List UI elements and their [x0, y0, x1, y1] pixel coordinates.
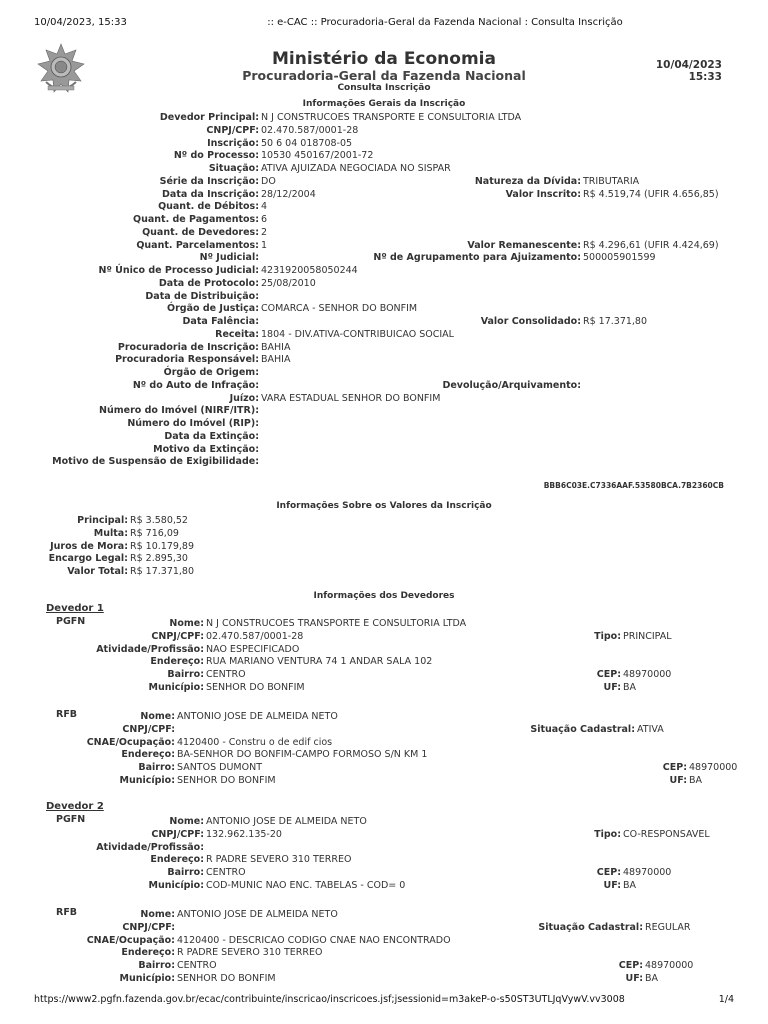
value-field-value: R$ 10.179,89 [130, 540, 195, 552]
general-field-value: 1 [261, 239, 268, 251]
general-field-value: 4 [261, 201, 268, 213]
value-field-label: Multa: [93, 527, 128, 539]
pgfn-field-value: 132.962.135-20 [206, 828, 282, 840]
rfb-field-label: CNAE/Ocupação: [86, 736, 175, 748]
pgfn-field-value: ANTONIO JOSE DE ALMEIDA NETO [206, 816, 367, 827]
auth-hash: BBB6C03E.C7336AAF.53580BCA.7B2360CB [543, 481, 724, 490]
pgfn-field-right-label: UF: [603, 879, 621, 891]
pgfn-field-right-label: CEP: [596, 669, 621, 680]
pgfn-field-right-value: BA [623, 879, 637, 891]
general-field-label: Série da Inscrição: [159, 175, 259, 187]
general-field-value: 25/08/2010 [261, 277, 316, 289]
rfb-field-right-label: UF: [669, 774, 687, 786]
pgfn-field-value: NAO ESPECIFICADO [206, 643, 300, 655]
general-field-label: Órgão de Justiça: [167, 303, 259, 315]
pgfn-field-label: Atividade/Profissão: [96, 841, 204, 853]
rfb-field-right-value: BA [689, 774, 703, 786]
pgfn-field-right-label: Tipo: [594, 828, 621, 840]
rfb-field-right-label: CEP: [618, 960, 643, 971]
general-field-label: Data de Distribuição: [145, 290, 259, 302]
general-field-label: Nº do Processo: [173, 150, 259, 162]
general-field-right-value: 500005901599 [583, 252, 656, 264]
rfb-field-value: ANTONIO JOSE DE ALMEIDA NETO [177, 711, 338, 722]
pgfn-field-label: Atividade/Profissão: [96, 643, 204, 655]
general-field-label: Motivo da Extinção: [153, 443, 259, 455]
general-field-value: N J CONSTRUCOES TRANSPORTE E CONSULTORIA LTDA [261, 112, 522, 123]
rfb-field-value: BA-SENHOR DO BONFIM-CAMPO FORMOSO S/N KM 1 [177, 749, 428, 761]
rfb-field-value: ANTONIO JOSE DE ALMEIDA NETO [177, 909, 338, 920]
rfb-field-label: Nome: [140, 711, 175, 722]
section-title-debtors: Informações dos Devedores [313, 591, 455, 601]
pgfn-title: Procuradoria-Geral da Fazenda Nacional [242, 68, 526, 83]
general-field-label: CNPJ/CPF: [206, 124, 259, 136]
pgfn-source-tag: PGFN [56, 616, 86, 627]
pgfn-field-value: CENTRO [206, 867, 246, 878]
pgfn-field-label: CNPJ/CPF: [151, 828, 204, 840]
general-field-value: 4231920058050244 [261, 265, 358, 276]
rfb-field-right-label: CEP: [662, 762, 687, 773]
general-field-label: Data da Extinção: [164, 430, 259, 442]
rfb-field-label: Endereço: [121, 947, 175, 959]
rfb-field-value: SENHOR DO BONFIM [177, 774, 276, 786]
general-field-value: ATIVA AJUIZADA NEGOCIADA NO SISPAR [261, 163, 451, 174]
print-datetime: 10/04/2023, 15:33 [34, 17, 127, 28]
rfb-field-right-value: ATIVA [637, 723, 664, 735]
rfb-field-value: 4120400 - Constru o de edif cios [177, 736, 333, 748]
pgfn-field-label: Bairro: [167, 669, 204, 680]
rfb-field-right-value: 48970000 [689, 762, 738, 773]
rfb-field-value: SANTOS DUMONT [177, 762, 262, 773]
general-field-label: Número do Imóvel (RIP): [127, 418, 259, 429]
pgfn-field-right-value: 48970000 [623, 669, 672, 680]
general-field-label: Inscrição: [207, 137, 259, 149]
pgfn-field-value: RUA MARIANO VENTURA 74 1 ANDAR SALA 102 [206, 656, 433, 668]
pgfn-field-value: R PADRE SEVERO 310 TERREO [206, 854, 352, 866]
general-field-label: Data da Inscrição: [162, 188, 259, 200]
general-field-right-label: Valor Remanescente: [467, 239, 581, 251]
rfb-field-value: CENTRO [177, 960, 217, 971]
print-url: https://www2.pgfn.fazenda.gov.br/ecac/contribuinte/inscricao/inscricoes.jsf;jsessionid=m3akeP-o-s50ST3UTLJqVywV.vv3008 [34, 994, 625, 1005]
header-date: 10/04/2023 [655, 59, 722, 71]
rfb-field-label: Nome: [140, 909, 175, 920]
general-field-value: BAHIA [261, 354, 291, 366]
rfb-field-right-label: UF: [625, 972, 643, 984]
general-field-label: Nº do Auto de Infração: [132, 379, 259, 391]
rfb-source-tag: RFB [56, 907, 78, 918]
general-field-value: VARA ESTADUAL SENHOR DO BONFIM [261, 392, 441, 404]
rfb-field-right-value: BA [645, 972, 659, 984]
pgfn-field-label: Nome: [169, 816, 204, 827]
value-field-value: R$ 716,09 [130, 527, 179, 539]
value-field-label: Encargo Legal: [48, 553, 128, 565]
rfb-field-label: CNPJ/CPF: [122, 723, 175, 735]
value-field-value: R$ 17.371,80 [130, 566, 195, 577]
rfb-field-right-label: Situação Cadastral: [530, 723, 635, 735]
general-field-value: 10530 450167/2001-72 [261, 150, 374, 162]
rfb-field-label: CNAE/Ocupação: [86, 934, 175, 946]
general-field-label: Procuradoria de Inscrição: [117, 341, 259, 353]
pgfn-field-label: Nome: [169, 618, 204, 629]
general-field-value: 6 [261, 214, 268, 225]
general-field-label: Data Falência: [182, 316, 259, 327]
section-title-general: Informações Gerais da Inscrição [302, 99, 466, 109]
general-field-right-label: Valor Consolidado: [480, 316, 581, 327]
value-field-label: Valor Total: [67, 566, 128, 577]
general-field-right-label: Devolução/Arquivamento: [442, 379, 581, 391]
general-field-right-label: Nº de Agrupamento para Ajuizamento: [373, 252, 581, 264]
pgfn-field-label: Bairro: [167, 867, 204, 878]
general-field-label: Quant. de Pagamentos: [133, 214, 259, 225]
general-field-label: Juízo: [229, 392, 259, 404]
general-field-value: 02.470.587/0001-28 [261, 124, 359, 136]
rfb-field-value: SENHOR DO BONFIM [177, 972, 276, 984]
general-field-label: Quant. de Débitos: [158, 201, 259, 213]
rfb-field-right-value: REGULAR [645, 921, 691, 933]
pgfn-field-right-label: Tipo: [594, 630, 621, 642]
general-field-label: Data de Protocolo: [158, 277, 259, 289]
general-field-value: 28/12/2004 [261, 188, 316, 200]
rfb-field-label: Bairro: [138, 960, 175, 971]
general-field-value: 1804 - DIV.ATIVA-CONTRIBUICAO SOCIAL [261, 328, 454, 340]
general-field-label: Procuradoria Responsável: [115, 354, 259, 366]
pgfn-field-label: Endereço: [150, 854, 204, 866]
general-field-label: Quant. Parcelamentos: [136, 239, 259, 251]
pgfn-field-right-value: CO-RESPONSAVEL [623, 828, 710, 840]
general-field-right-value: R$ 4.519,74 (UFIR 4.656,85) [583, 188, 719, 200]
pgfn-field-value: SENHOR DO BONFIM [206, 681, 305, 693]
ministry-title: Ministério da Economia [272, 49, 496, 69]
pgfn-field-right-value: BA [623, 681, 637, 693]
rfb-field-label: CNPJ/CPF: [122, 921, 175, 933]
general-field-value: 50 6 04 018708-05 [261, 137, 353, 149]
rfb-field-right-value: 48970000 [645, 960, 694, 971]
header-time: 15:33 [688, 71, 722, 83]
pgfn-field-label: Município: [148, 879, 204, 891]
general-field-value: DO [261, 175, 276, 187]
pgfn-field-right-value: 48970000 [623, 867, 672, 878]
pgfn-field-label: Município: [148, 681, 204, 693]
rfb-field-label: Bairro: [138, 762, 175, 773]
pgfn-field-right-value: PRINCIPAL [623, 630, 672, 642]
rfb-field-label: Endereço: [121, 749, 175, 761]
general-field-value: COMARCA - SENHOR DO BONFIM [261, 303, 418, 315]
general-field-value: 2 [261, 226, 268, 238]
pgfn-field-label: Endereço: [150, 656, 204, 668]
page-subtitle: Consulta Inscrição [337, 83, 431, 93]
pgfn-field-label: CNPJ/CPF: [151, 630, 204, 642]
general-field-right-value: R$ 4.296,61 (UFIR 4.424,69) [583, 239, 719, 251]
general-field-label: Situação: [208, 163, 259, 174]
general-field-value: BAHIA [261, 341, 291, 353]
general-field-label: Motivo de Suspensão de Exigibilidade: [52, 456, 259, 468]
general-field-label: Nº Único de Processo Judicial: [98, 265, 259, 276]
rfb-field-label: Município: [119, 972, 175, 984]
pgfn-field-right-label: UF: [603, 681, 621, 693]
print-title: :: e-CAC :: Procuradoria-Geral da Fazenda Nacional : Consulta Inscrição [267, 17, 623, 28]
value-field-label: Principal: [77, 515, 128, 526]
pgfn-field-value: 02.470.587/0001-28 [206, 630, 304, 642]
pgfn-source-tag: PGFN [56, 814, 86, 825]
pgfn-field-value: N J CONSTRUCOES TRANSPORTE E CONSULTORIA LTDA [206, 618, 467, 629]
value-field-value: R$ 2.895,30 [130, 553, 188, 565]
general-field-right-value: R$ 17.371,80 [583, 316, 648, 327]
general-field-label: Órgão de Origem: [163, 367, 259, 378]
pgfn-field-value: COD-MUNIC NAO ENC. TABELAS - COD= 0 [206, 879, 406, 891]
pgfn-field-value: CENTRO [206, 669, 246, 680]
rfb-source-tag: RFB [56, 709, 78, 720]
rfb-field-label: Município: [119, 774, 175, 786]
print-page-number: 1/4 [718, 994, 734, 1005]
debtor-heading: Devedor 1 [46, 603, 104, 614]
rfb-field-value: R PADRE SEVERO 310 TERREO [177, 947, 323, 959]
debtor-heading: Devedor 2 [46, 801, 104, 812]
general-field-label: Devedor Principal: [159, 112, 259, 123]
pgfn-field-right-label: CEP: [596, 867, 621, 878]
general-field-right-label: Valor Inscrito: [505, 188, 581, 200]
rfb-field-right-label: Situação Cadastral: [538, 921, 643, 933]
general-field-label: Nº Judicial: [199, 252, 259, 264]
general-field-label: Receita: [215, 328, 259, 340]
general-field-label: Quant. de Devedores: [142, 226, 259, 238]
general-field-label: Número do Imóvel (NIRF/ITR): [99, 405, 259, 417]
value-field-value: R$ 3.580,52 [130, 515, 188, 526]
general-field-right-value: TRIBUTARIA [583, 175, 640, 187]
value-field-label: Juros de Mora: [50, 540, 128, 552]
rfb-field-value: 4120400 - DESCRICAO CODIGO CNAE NAO ENCONTRADO [177, 934, 451, 946]
general-field-right-label: Natureza da Dívida: [474, 175, 581, 187]
section-title-values: Informações Sobre os Valores da Inscrição [276, 501, 492, 511]
